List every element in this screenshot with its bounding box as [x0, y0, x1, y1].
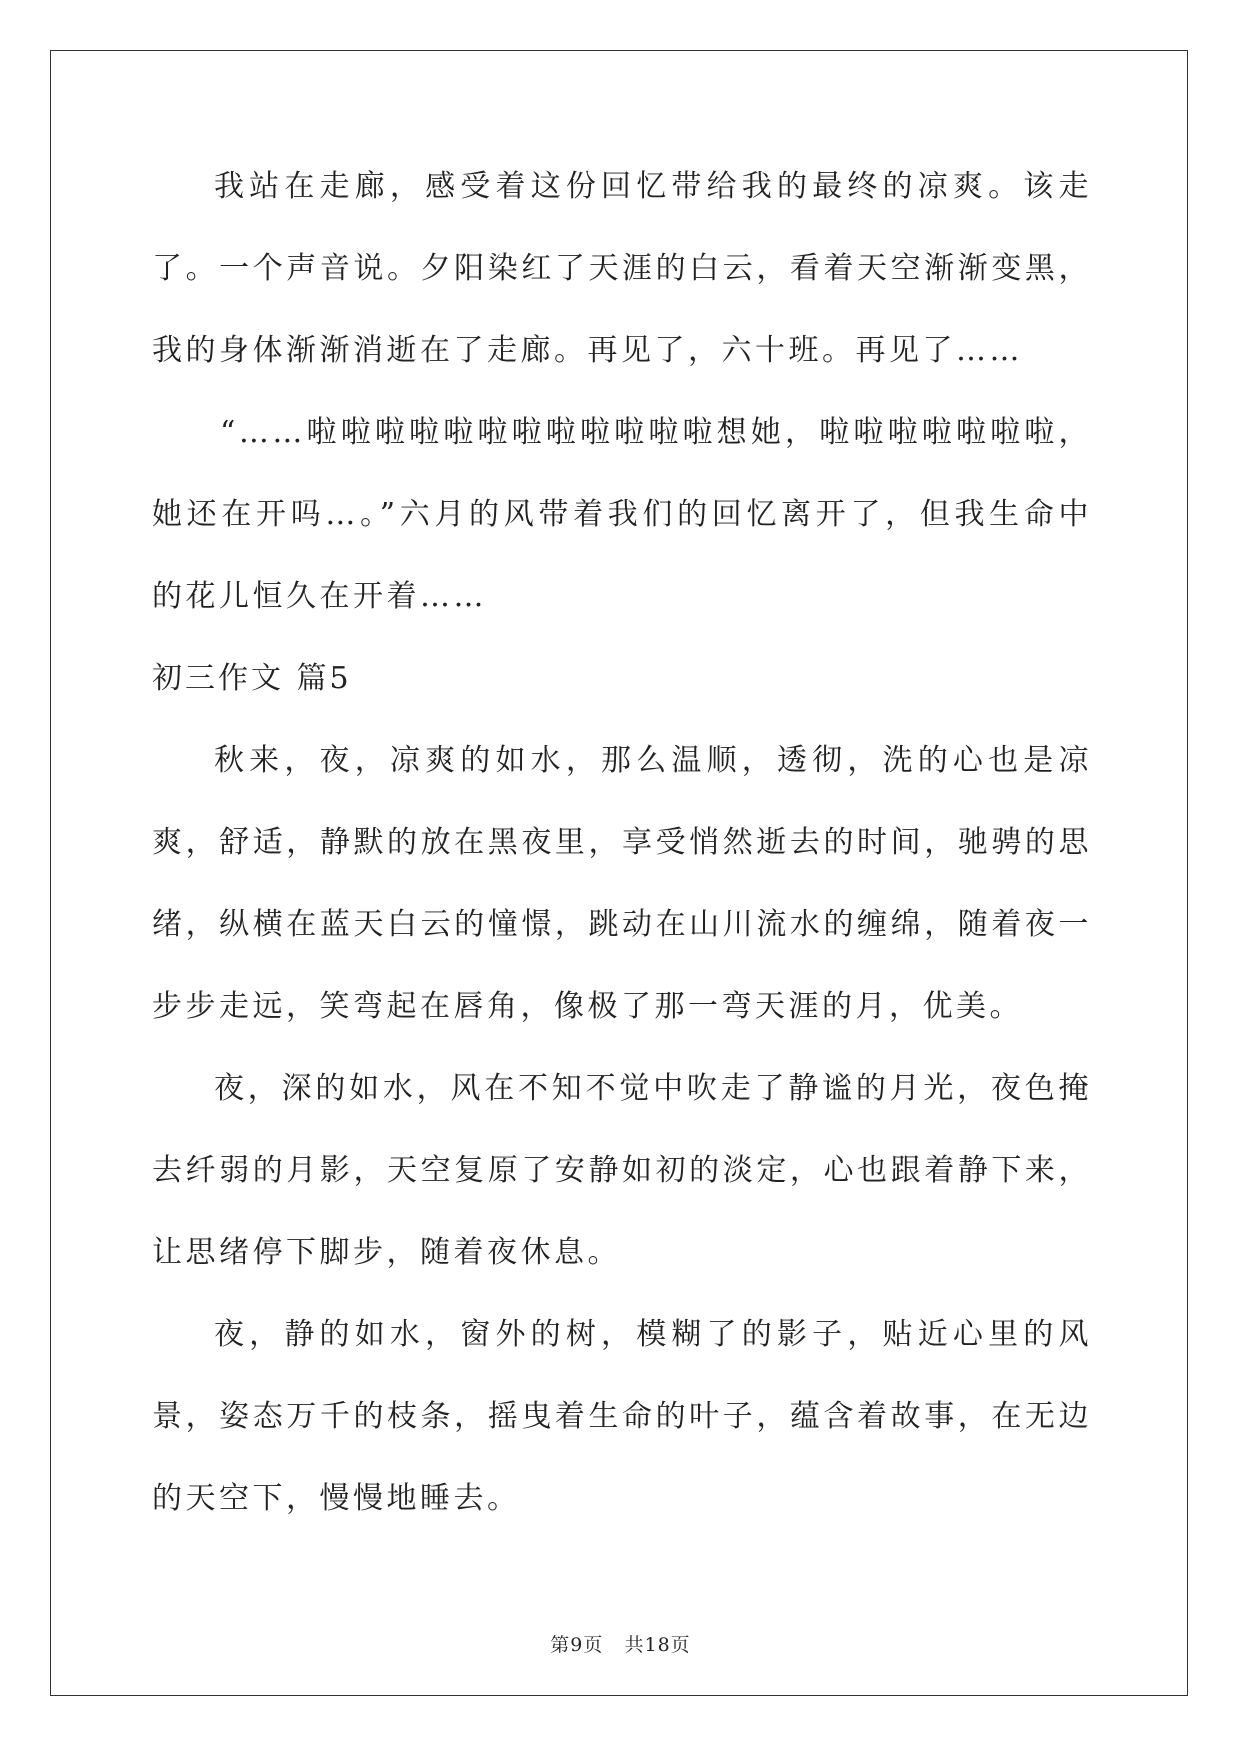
- paragraph: 夜，深的如水，风在不知不觉中吹走了静谧的月光，夜色掩去纤弱的月影，天空复原了安静如初的淡定，心也跟着静下来，让思绪停下脚步，随着夜休息。: [152, 1071, 1092, 1270]
- paragraph: 我站在走廊，感受着这份回忆带给我的最终的凉爽。该走了。一个声音说。夕阳染红了天涯的白云，看着天空渐渐变黑，我的身体渐渐消逝在了走廊。再见了，六十班。再见了……: [152, 169, 1092, 368]
- paragraph: “……啦啦啦啦啦啦啦啦啦啦啦啦想她，啦啦啦啦啦啦啦，她还在开吗…。”六月的风带着我们的回忆离开了，但我生命中的花儿恒久在开着……: [152, 415, 1092, 614]
- page-number: 第9页 共18页: [550, 1634, 691, 1656]
- paragraph: 秋来，夜，凉爽的如水，那么温顺，透彻，洗的心也是凉爽，舒适，静默的放在黑夜里，享受悄然逝去的时间，驰骋的思绪，纵横在蓝天白云的憧憬，跳动在山川流水的缠绵，随着夜一步步走远，笑弯起在唇角，像极了那一弯天涯的月，优美。: [152, 743, 1092, 1024]
- document-body: [152, 146, 1092, 1540]
- page-footer: [0, 1630, 1241, 1657]
- section-heading: 初三作文 篇5: [152, 661, 352, 696]
- paragraph: 夜，静的如水，窗外的树，模糊了的影子，贴近心里的风景，姿态万千的枝条，摇曳着生命的叶子，蕴含着故事，在无边的天空下，慢慢地睡去。: [152, 1317, 1092, 1516]
